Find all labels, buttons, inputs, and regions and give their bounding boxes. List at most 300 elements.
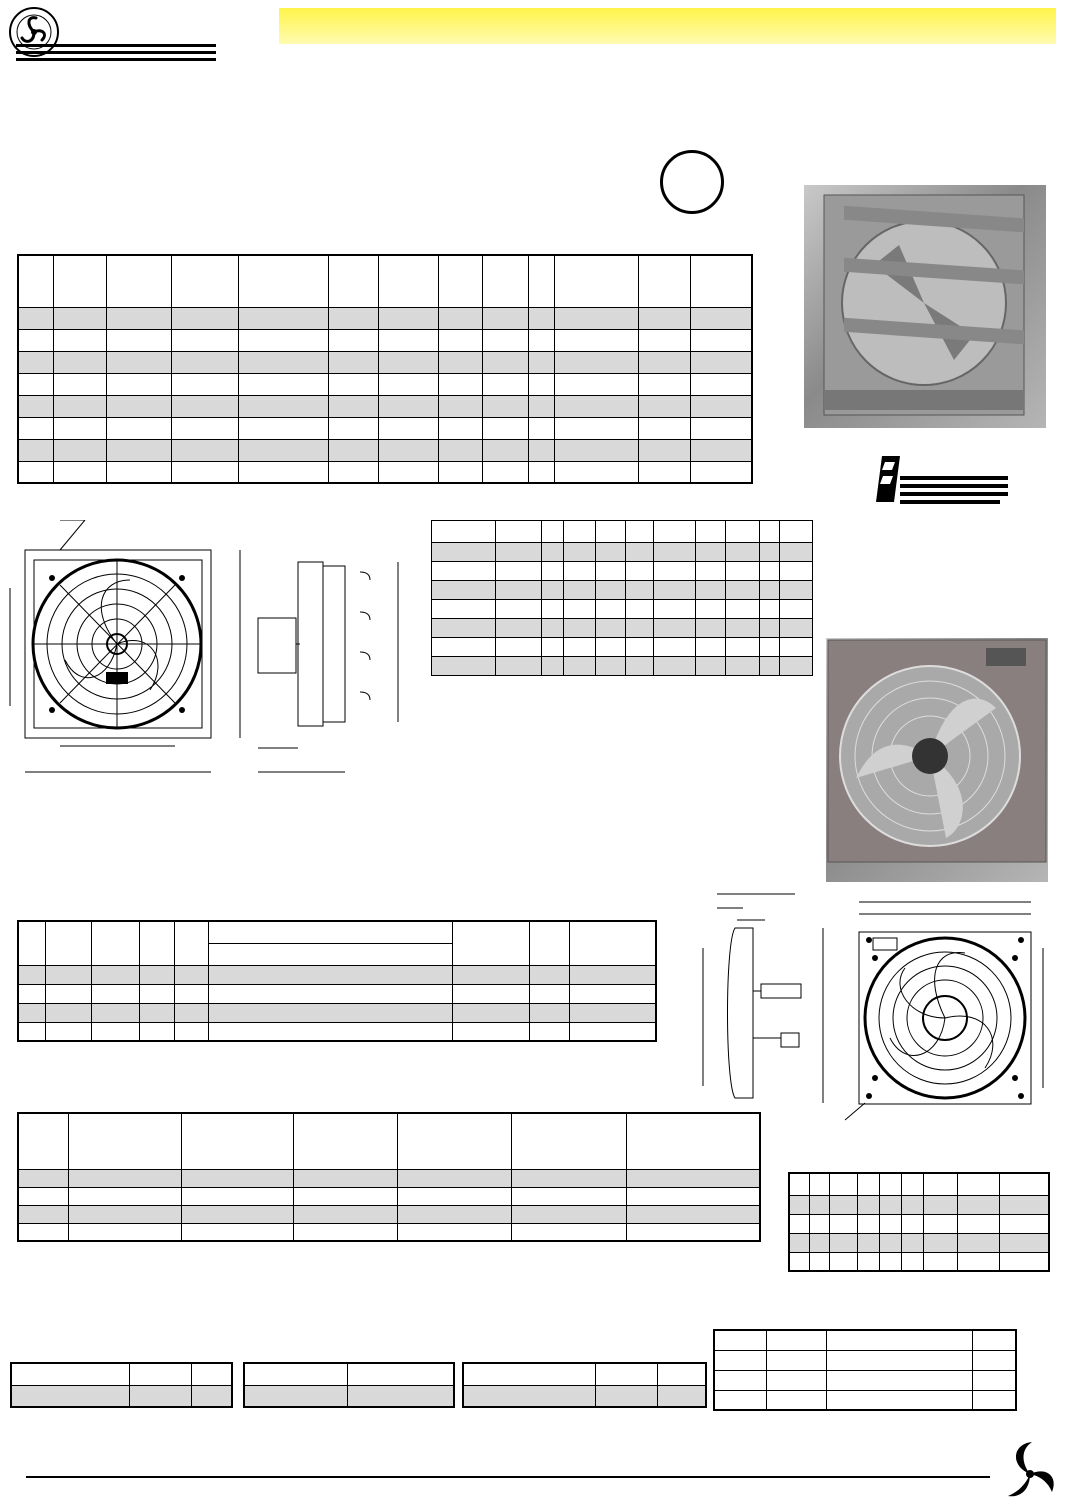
table-cell [654,619,696,638]
table-cell [923,1173,957,1195]
table-cell [626,638,654,657]
table-cell [554,329,638,351]
table-cell [760,657,780,676]
table-row [18,1223,760,1241]
table-cell [139,965,174,984]
table-cell [139,984,174,1003]
table-cell [826,1330,972,1350]
table-cell [11,1363,129,1385]
table-cell [106,351,171,373]
table-cell [626,521,654,543]
table-cell [595,1363,657,1385]
table-cell [171,461,238,483]
table-cell [760,638,780,657]
table-cell [829,1195,857,1214]
table-cell [432,543,496,562]
table-cell [726,638,760,657]
table-cell [244,1363,347,1385]
table-cell [690,329,752,351]
table-cell [378,255,438,307]
table-cell [638,329,690,351]
table-cell [53,373,106,395]
table-cell [564,543,596,562]
table-cell [957,1195,999,1214]
table-cell [482,417,528,439]
table-cell [626,1113,760,1169]
table-cell [328,395,378,417]
table-cell [626,619,654,638]
table-1 [17,254,753,484]
table-cell [726,619,760,638]
exhaust-fan-photo [826,638,1048,882]
table-cell [638,439,690,461]
table-cell [829,1252,857,1271]
table-cell [596,657,626,676]
table-cell [542,619,564,638]
table-cell [18,1169,68,1187]
table-cell [293,1169,397,1187]
table-cell [18,417,53,439]
table-cell [780,638,813,657]
table-cell [238,255,328,307]
table-row [463,1385,706,1407]
table-cell [657,1363,706,1385]
table-cell [626,1187,760,1205]
table-cell [690,373,752,395]
table-cell [554,373,638,395]
table-cell [171,329,238,351]
table-cell [690,351,752,373]
table-cell [347,1363,454,1385]
table-cell [129,1385,191,1407]
table-cell [511,1205,626,1223]
table-row [789,1252,1049,1271]
table-cell [293,1113,397,1169]
table-cell [726,543,760,562]
table-row [18,1022,656,1041]
table-cell [91,984,139,1003]
table-cell [528,373,554,395]
table-cell [857,1173,879,1195]
table-cell [999,1195,1049,1214]
table-row [11,1385,232,1407]
table-cell [657,1385,706,1407]
table-cell [511,1187,626,1205]
table-cell [542,562,564,581]
table-cell [68,1223,181,1241]
table-cell [18,351,53,373]
table-cell [68,1169,181,1187]
table-cell [789,1195,809,1214]
table-cell [18,1223,68,1241]
table-cell [397,1169,511,1187]
table-cell [18,984,45,1003]
table-cell [171,307,238,329]
table-cell [696,657,726,676]
table-cell [45,1022,91,1041]
table-row [432,638,813,657]
table-cell [238,329,328,351]
table-cell [174,1003,208,1022]
table-cell [857,1195,879,1214]
table-row [714,1350,1016,1370]
table-row [18,395,752,417]
table-cell [528,255,554,307]
table-cell [528,461,554,483]
table-cell [106,461,171,483]
table-cell [106,307,171,329]
table-cell [378,351,438,373]
table-cell [18,921,45,965]
table-cell [496,619,542,638]
table-cell [809,1195,829,1214]
table-cell [181,1113,293,1169]
table-row [432,562,813,581]
table-cell [496,562,542,581]
table-row [11,1363,232,1385]
table-row [432,619,813,638]
table-cell [857,1252,879,1271]
table-cell [999,1214,1049,1233]
table-cell [564,657,596,676]
table-row [463,1363,706,1385]
table-cell [106,417,171,439]
table-cell [53,351,106,373]
table-cell [45,984,91,1003]
table-row [18,307,752,329]
table-cell [68,1187,181,1205]
rear-dimension-diagram [695,888,1055,1123]
table-cell [171,373,238,395]
table-cell [106,439,171,461]
table-cell [766,1390,826,1410]
table-cell [879,1173,901,1195]
table-cell [129,1363,191,1385]
table-cell [714,1330,766,1350]
table-cell [542,581,564,600]
table-row [432,581,813,600]
table-cell [328,417,378,439]
table-cell [378,461,438,483]
table-cell [208,1022,452,1041]
table-cell [91,965,139,984]
table-cell [554,351,638,373]
table-cell [760,581,780,600]
table-row [18,373,752,395]
table-cell [53,255,106,307]
table-cell [18,1205,68,1223]
table-cell [208,984,452,1003]
table-cell [91,921,139,965]
table-cell [638,373,690,395]
table-cell [208,965,452,984]
table-cell [564,600,596,619]
certification-logo-icon [870,452,1012,506]
table-cell [901,1195,923,1214]
table-cell [18,1113,68,1169]
table-cell [554,461,638,483]
table-cell [554,417,638,439]
table-cell [496,543,542,562]
table-cell [654,638,696,657]
table-cell [809,1233,829,1252]
table-cell [923,1252,957,1271]
table-cell [139,921,174,965]
table-cell [569,984,656,1003]
table-cell [789,1214,809,1233]
table-cell [596,619,626,638]
table-cell [654,600,696,619]
table-cell [879,1233,901,1252]
table-cell [638,395,690,417]
table-cell [91,1022,139,1041]
table-9 [713,1329,1017,1411]
table-3 [17,920,657,1042]
table-cell [690,395,752,417]
table-cell [438,307,482,329]
table-cell [596,581,626,600]
table-cell [626,581,654,600]
table-cell [45,965,91,984]
table-cell [654,521,696,543]
table-cell [901,1173,923,1195]
table-cell [328,461,378,483]
table-cell [496,600,542,619]
table-cell [528,417,554,439]
table-cell [529,965,569,984]
table-cell [328,439,378,461]
table-6 [10,1362,233,1408]
table-cell [696,543,726,562]
table-cell [789,1233,809,1252]
table-cell [452,1003,529,1022]
table-cell [18,439,53,461]
table-cell [482,307,528,329]
table-cell [696,521,726,543]
table-cell [638,307,690,329]
table-cell [780,581,813,600]
table-cell [397,1223,511,1241]
table-cell [171,439,238,461]
table-cell [972,1390,1016,1410]
table-row [714,1370,1016,1390]
table-cell [554,395,638,417]
table-cell [690,417,752,439]
table-cell [174,921,208,965]
table-cell [496,657,542,676]
table-cell [452,1022,529,1041]
table-cell [780,521,813,543]
table-cell [690,307,752,329]
table-cell [901,1252,923,1271]
table-cell [106,329,171,351]
table-cell [879,1252,901,1271]
table-cell [18,373,53,395]
table-cell [181,1223,293,1241]
table-cell [68,1113,181,1169]
table-cell [901,1233,923,1252]
table-row [789,1195,1049,1214]
table-cell [91,1003,139,1022]
table-cell [626,1169,760,1187]
table-cell [68,1205,181,1223]
table-cell [378,417,438,439]
table-cell [238,373,328,395]
table-cell [564,619,596,638]
table-cell [171,417,238,439]
table-cell [766,1370,826,1390]
table-cell [760,543,780,562]
table-cell [528,329,554,351]
table-row [18,417,752,439]
badge-circle [660,150,724,214]
table-cell [528,351,554,373]
table-cell [542,521,564,543]
title-banner [279,8,1056,44]
table-cell [690,255,752,307]
table-cell [378,395,438,417]
table-cell [238,439,328,461]
table-cell [45,1003,91,1022]
table-cell [438,329,482,351]
table-cell [328,255,378,307]
table-cell [139,1003,174,1022]
table-cell [18,1022,45,1041]
table-cell [569,1003,656,1022]
table-cell [595,1385,657,1407]
table-cell [53,417,106,439]
table-cell [529,984,569,1003]
table-cell [53,329,106,351]
table-cell [482,439,528,461]
table-cell [397,1113,511,1169]
table-cell [760,562,780,581]
table-cell [554,307,638,329]
certification-logo [870,452,1012,506]
table-row [244,1385,454,1407]
table-cell [53,307,106,329]
table-cell [529,1022,569,1041]
table-cell [238,307,328,329]
table-cell [171,351,238,373]
swirl-fan-icon [1000,1436,1060,1502]
table-row [18,1205,760,1223]
table-cell [452,984,529,1003]
table-cell [972,1330,1016,1350]
table-cell [106,373,171,395]
table-cell [726,600,760,619]
table-cell [438,373,482,395]
table-cell [726,521,760,543]
table-cell [766,1330,826,1350]
table-cell [438,461,482,483]
table-cell [482,351,528,373]
table-cell [191,1363,232,1385]
table-cell [432,562,496,581]
table-cell [18,255,53,307]
table-cell [11,1385,129,1407]
table-cell [208,1003,452,1022]
footer-rule [26,1476,990,1478]
table-row [18,1113,760,1169]
table-row [18,351,752,373]
table-cell [564,581,596,600]
table-cell [528,395,554,417]
table-cell [293,1187,397,1205]
table-cell [378,329,438,351]
table-row [18,1169,760,1187]
table-cell [766,1350,826,1370]
table-cell [53,395,106,417]
table-cell [482,461,528,483]
table-cell [780,600,813,619]
table-cell [378,307,438,329]
table-row [18,329,752,351]
table-cell [957,1173,999,1195]
table-cell [181,1187,293,1205]
front-side-dimension-diagram [0,520,420,785]
table-row [18,1187,760,1205]
swirl-fan-logo [1000,1436,1060,1502]
table-cell [564,521,596,543]
table-cell [714,1390,766,1410]
table-cell [208,921,452,943]
table-cell [438,255,482,307]
table-cell [174,1022,208,1041]
table-2 [431,520,813,676]
table-cell [238,395,328,417]
table-cell [238,461,328,483]
table-cell [432,581,496,600]
table-cell [482,395,528,417]
table-cell [569,1022,656,1041]
table-cell [809,1252,829,1271]
table-cell [789,1252,809,1271]
table-cell [18,395,53,417]
table-row [18,921,656,943]
table-cell [238,417,328,439]
table-cell [106,255,171,307]
table-cell [726,581,760,600]
table-cell [18,965,45,984]
table-cell [780,543,813,562]
table-cell [654,657,696,676]
table-row [18,461,752,483]
table-5 [788,1172,1050,1272]
table-cell [901,1214,923,1233]
table-cell [626,1205,760,1223]
table-cell [957,1233,999,1252]
table-cell [626,543,654,562]
table-cell [432,619,496,638]
table-cell [923,1233,957,1252]
table-row [714,1390,1016,1410]
table-cell [826,1350,972,1370]
table-cell [809,1214,829,1233]
table-cell [626,657,654,676]
table-cell [564,562,596,581]
table-cell [780,619,813,638]
table-cell [293,1205,397,1223]
table-row [18,1003,656,1022]
table-cell [432,638,496,657]
table-cell [596,600,626,619]
table-cell [972,1350,1016,1370]
brand-logo [6,4,216,62]
table-cell [53,461,106,483]
table-cell [696,600,726,619]
table-cell [528,439,554,461]
